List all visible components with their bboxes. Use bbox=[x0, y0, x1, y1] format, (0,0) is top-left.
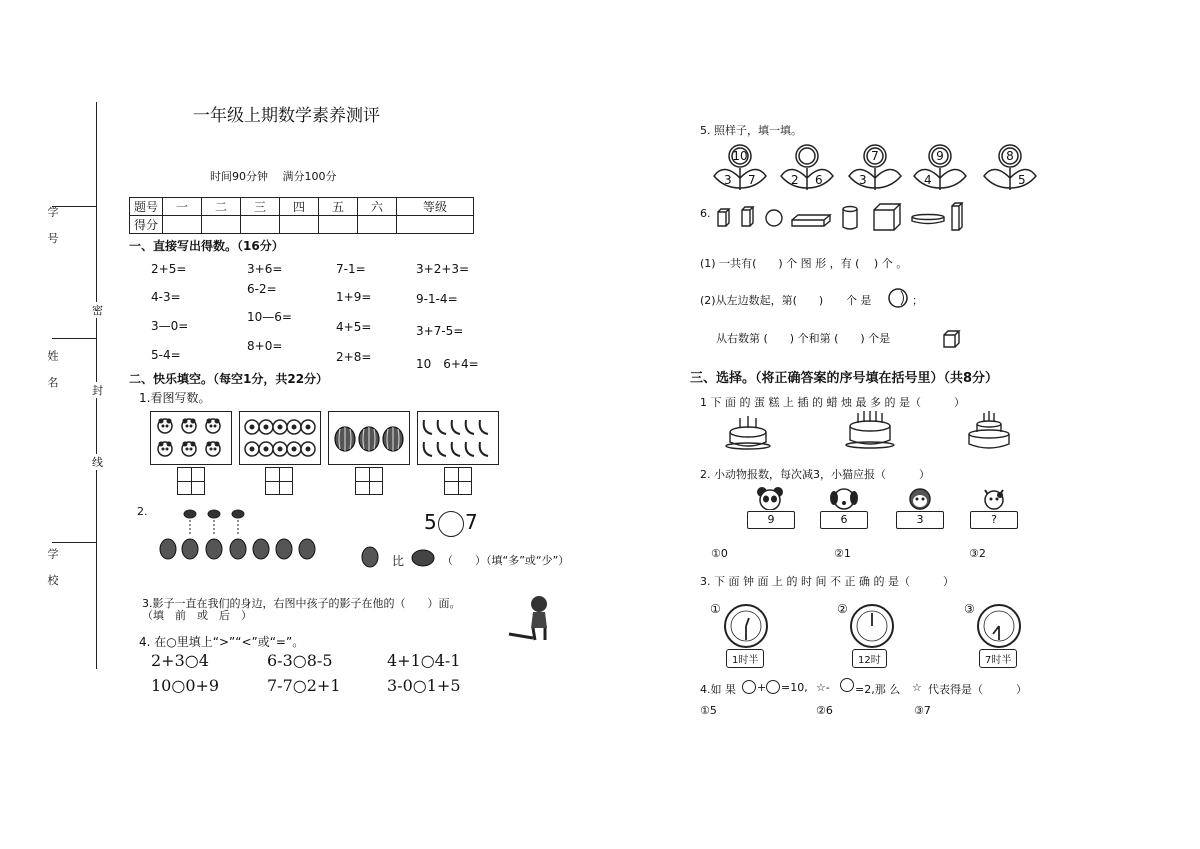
ball-icon bbox=[886, 287, 910, 309]
score-cell: 得分 bbox=[130, 216, 163, 234]
compare-circle[interactable] bbox=[438, 511, 464, 537]
s3-q4-option[interactable]: ③7 bbox=[914, 704, 931, 717]
s3-q4-part: =2,那 么 bbox=[855, 683, 901, 696]
s3-q2-option[interactable]: ①0 bbox=[711, 547, 728, 560]
flower bbox=[710, 142, 770, 192]
q2-3-line1: 3.影子一直在我们的身边，右图中孩子的影子在他的（ ）面。 bbox=[142, 597, 461, 610]
q6-line3: 从右数第 ( ) 个和第 ( ) 个是 bbox=[716, 332, 891, 345]
clock-number: ② bbox=[837, 602, 848, 616]
flower-center-number: 10 bbox=[732, 149, 748, 163]
compare-right-number: 7 bbox=[465, 510, 478, 534]
score-cell: 题号 bbox=[130, 198, 163, 216]
animal-sign: 9 bbox=[747, 511, 795, 529]
watermelon-group-icon bbox=[329, 412, 409, 464]
flower bbox=[910, 142, 970, 192]
score-input-cell[interactable] bbox=[280, 216, 319, 234]
calc-item: 4+5= bbox=[336, 320, 372, 334]
flower bbox=[777, 142, 837, 192]
monkey-icon bbox=[906, 486, 934, 510]
compare-item: 6-3○8-5 bbox=[267, 651, 333, 670]
s3-q4-option[interactable]: ①5 bbox=[700, 704, 717, 717]
picture-box-bananas bbox=[417, 411, 499, 465]
banana-group-icon bbox=[418, 412, 498, 464]
answer-grid[interactable] bbox=[177, 467, 205, 495]
score-cell: 四 bbox=[280, 198, 319, 216]
calc-item: 4-3= bbox=[151, 290, 181, 304]
flower-left-number: 3 bbox=[859, 173, 867, 187]
child-shadow-icon bbox=[505, 594, 555, 646]
flower-center-number: 7 bbox=[871, 149, 879, 163]
compare-item: 7-7○2+1 bbox=[267, 676, 341, 695]
flower bbox=[845, 142, 905, 192]
calc-item: 3+7-5= bbox=[416, 324, 464, 338]
section-1-title: 一、直接写出得数。（16分） bbox=[129, 239, 284, 253]
score-cell: 五 bbox=[319, 198, 358, 216]
s3-q4-part: 4.如 果 bbox=[700, 683, 736, 696]
watermelon-row-icon bbox=[158, 506, 328, 562]
score-table-header-row bbox=[130, 198, 474, 216]
clock-face-icon bbox=[977, 604, 1021, 648]
exam-meta: 时间90分钟 满分100分 bbox=[210, 170, 337, 183]
calc-item: 10 6+4= bbox=[416, 357, 479, 371]
flower bbox=[980, 142, 1040, 192]
soccer-ball-group-icon bbox=[240, 412, 320, 464]
cake-icon bbox=[964, 408, 1014, 452]
compare-item: 3-0○1+5 bbox=[387, 676, 461, 695]
animal-sign: 3 bbox=[896, 511, 944, 529]
score-input-cell[interactable] bbox=[319, 216, 358, 234]
page-title: 一年级上期数学素养测评 bbox=[193, 106, 380, 126]
score-input-cell[interactable] bbox=[202, 216, 241, 234]
compare-left-number: 5 bbox=[424, 510, 437, 534]
picture-box-balls bbox=[239, 411, 321, 465]
s3-q4-part: + bbox=[757, 681, 767, 694]
compare-item: 2+3○4 bbox=[151, 651, 209, 670]
score-input-cell[interactable] bbox=[358, 216, 397, 234]
flower-right-number: 6 bbox=[815, 173, 823, 187]
fill-line-xuexiao bbox=[52, 542, 96, 543]
circle-icon bbox=[840, 678, 854, 692]
clock-face-icon bbox=[850, 604, 894, 648]
flower-right-number: 7 bbox=[748, 173, 756, 187]
compare-word: 比 bbox=[392, 554, 405, 568]
circle-icon bbox=[742, 680, 756, 694]
q2-2-number: 2. bbox=[137, 505, 148, 518]
s3-q4-part: 代表得是（ ） bbox=[928, 683, 1027, 696]
clock-label: 7时半 bbox=[979, 649, 1017, 668]
flower-right-number: 5 bbox=[1018, 173, 1026, 187]
score-cell: 一 bbox=[163, 198, 202, 216]
animal-sign: 6 bbox=[820, 511, 868, 529]
s3-q4-part: =10, bbox=[781, 681, 808, 694]
flower-center-number: 8 bbox=[1006, 149, 1014, 163]
compare-item: 10○0+9 bbox=[151, 676, 220, 695]
score-cell: 等级 bbox=[397, 198, 474, 216]
label-mi: 密 bbox=[92, 304, 103, 317]
clock-number: ③ bbox=[964, 602, 975, 616]
flower-icon bbox=[777, 142, 837, 192]
circle-icon bbox=[766, 680, 780, 694]
label-feng: 封 bbox=[92, 384, 103, 397]
clock-label: 1时半 bbox=[726, 649, 764, 668]
calc-item: 10—6= bbox=[247, 310, 292, 324]
calc-item: 8+0= bbox=[247, 339, 283, 353]
score-table bbox=[129, 197, 474, 234]
q6-line2c: ； bbox=[912, 294, 923, 307]
calc-item: 9-1-4= bbox=[416, 292, 458, 306]
clock-label: 12时 bbox=[852, 649, 887, 668]
cube-icon bbox=[941, 328, 963, 350]
s3-q4-part: ☆- bbox=[816, 681, 830, 694]
s3-q2-option[interactable]: ③2 bbox=[969, 547, 986, 560]
q6-number: 6. bbox=[700, 207, 711, 220]
q2-2-fill: （ ）（填“多”或“少”） bbox=[442, 554, 570, 567]
flower-left-number: 4 bbox=[924, 173, 932, 187]
s3-q4-option[interactable]: ②6 bbox=[816, 704, 833, 717]
picture-box-watermelons bbox=[328, 411, 410, 465]
calc-item: 3+6= bbox=[247, 262, 283, 276]
cat-icon bbox=[980, 486, 1008, 510]
score-input-cell[interactable] bbox=[241, 216, 280, 234]
score-cell: 二 bbox=[202, 198, 241, 216]
q6-line2b: 个 是 bbox=[846, 294, 872, 307]
cake-icon bbox=[844, 408, 896, 450]
q2-3-line2: （填 前 或 后 ） bbox=[142, 609, 252, 622]
s3-q1: 1 下 面 的 蛋 糕 上 插 的 蜡 烛 最 多 的 是（ ） bbox=[700, 396, 965, 409]
dog-icon bbox=[830, 486, 858, 510]
animal-sign: ? bbox=[970, 511, 1018, 529]
q6-line2a: (2)从左边数起，第( ) bbox=[700, 294, 824, 307]
calc-item: 7-1= bbox=[336, 262, 366, 276]
score-cell: 三 bbox=[241, 198, 280, 216]
label-xuexiao: 学 校 bbox=[46, 548, 59, 592]
label-xingming: 姓 名 bbox=[46, 350, 59, 394]
q5-title: 5. 照样子，填一填。 bbox=[700, 124, 802, 137]
label-xuehao: 学 号 bbox=[46, 206, 59, 250]
section-2-title: 二、快乐填空。（每空1分，共22分） bbox=[129, 372, 329, 386]
label-xian: 线 bbox=[92, 456, 103, 469]
fruit-icon bbox=[410, 547, 436, 567]
watermelon-icon bbox=[360, 546, 380, 568]
calc-item: 5-4= bbox=[151, 348, 181, 362]
shape-row-icon bbox=[712, 200, 972, 234]
q6-line1: (1) 一共有( ) 个 图 形 ，有 ( ) 个 。 bbox=[700, 257, 908, 270]
star-icon: ☆ bbox=[912, 681, 922, 694]
compare-item: 4+1○4-1 bbox=[387, 651, 461, 670]
calc-item: 3—0= bbox=[151, 319, 189, 333]
fill-line-xingming bbox=[52, 338, 96, 339]
s3-q2: 2. 小动物报数，每次减3，小猫应报（ ） bbox=[700, 468, 930, 481]
answer-grid[interactable] bbox=[355, 467, 383, 495]
q2-4-title: 4. 在○里填上“>”“<”或“=”。 bbox=[139, 635, 305, 649]
picture-box-pandas bbox=[150, 411, 232, 465]
panda-group-icon bbox=[151, 412, 231, 464]
panda-icon bbox=[756, 486, 784, 510]
q2-1-label: 1.看图写数。 bbox=[139, 391, 211, 405]
calc-item: 2+8= bbox=[336, 350, 372, 364]
flower-center-number: 9 bbox=[936, 149, 944, 163]
clock-number: ① bbox=[710, 602, 721, 616]
s3-q3: 3. 下 面 钟 面 上 的 时 间 不 正 确 的 是（ ） bbox=[700, 575, 954, 588]
answer-grid[interactable] bbox=[265, 467, 293, 495]
clock-face-icon bbox=[724, 604, 768, 648]
flower-left-number: 2 bbox=[791, 173, 799, 187]
score-input-cell[interactable] bbox=[163, 216, 202, 234]
score-cell: 六 bbox=[358, 198, 397, 216]
calc-item: 6-2= bbox=[247, 282, 277, 296]
calc-item: 1+9= bbox=[336, 290, 372, 304]
flower-left-number: 3 bbox=[724, 173, 732, 187]
calc-item: 2+5= bbox=[151, 262, 187, 276]
cake-icon bbox=[724, 412, 772, 450]
answer-grid[interactable] bbox=[444, 467, 472, 495]
score-input-cell[interactable] bbox=[397, 216, 474, 234]
calc-item: 3+2+3= bbox=[416, 262, 470, 276]
section-3-title: 三、选择。（将正确答案的序号填在括号里）（共8分） bbox=[690, 371, 999, 386]
score-table-score-row bbox=[130, 216, 474, 234]
s3-q2-option[interactable]: ②1 bbox=[834, 547, 851, 560]
